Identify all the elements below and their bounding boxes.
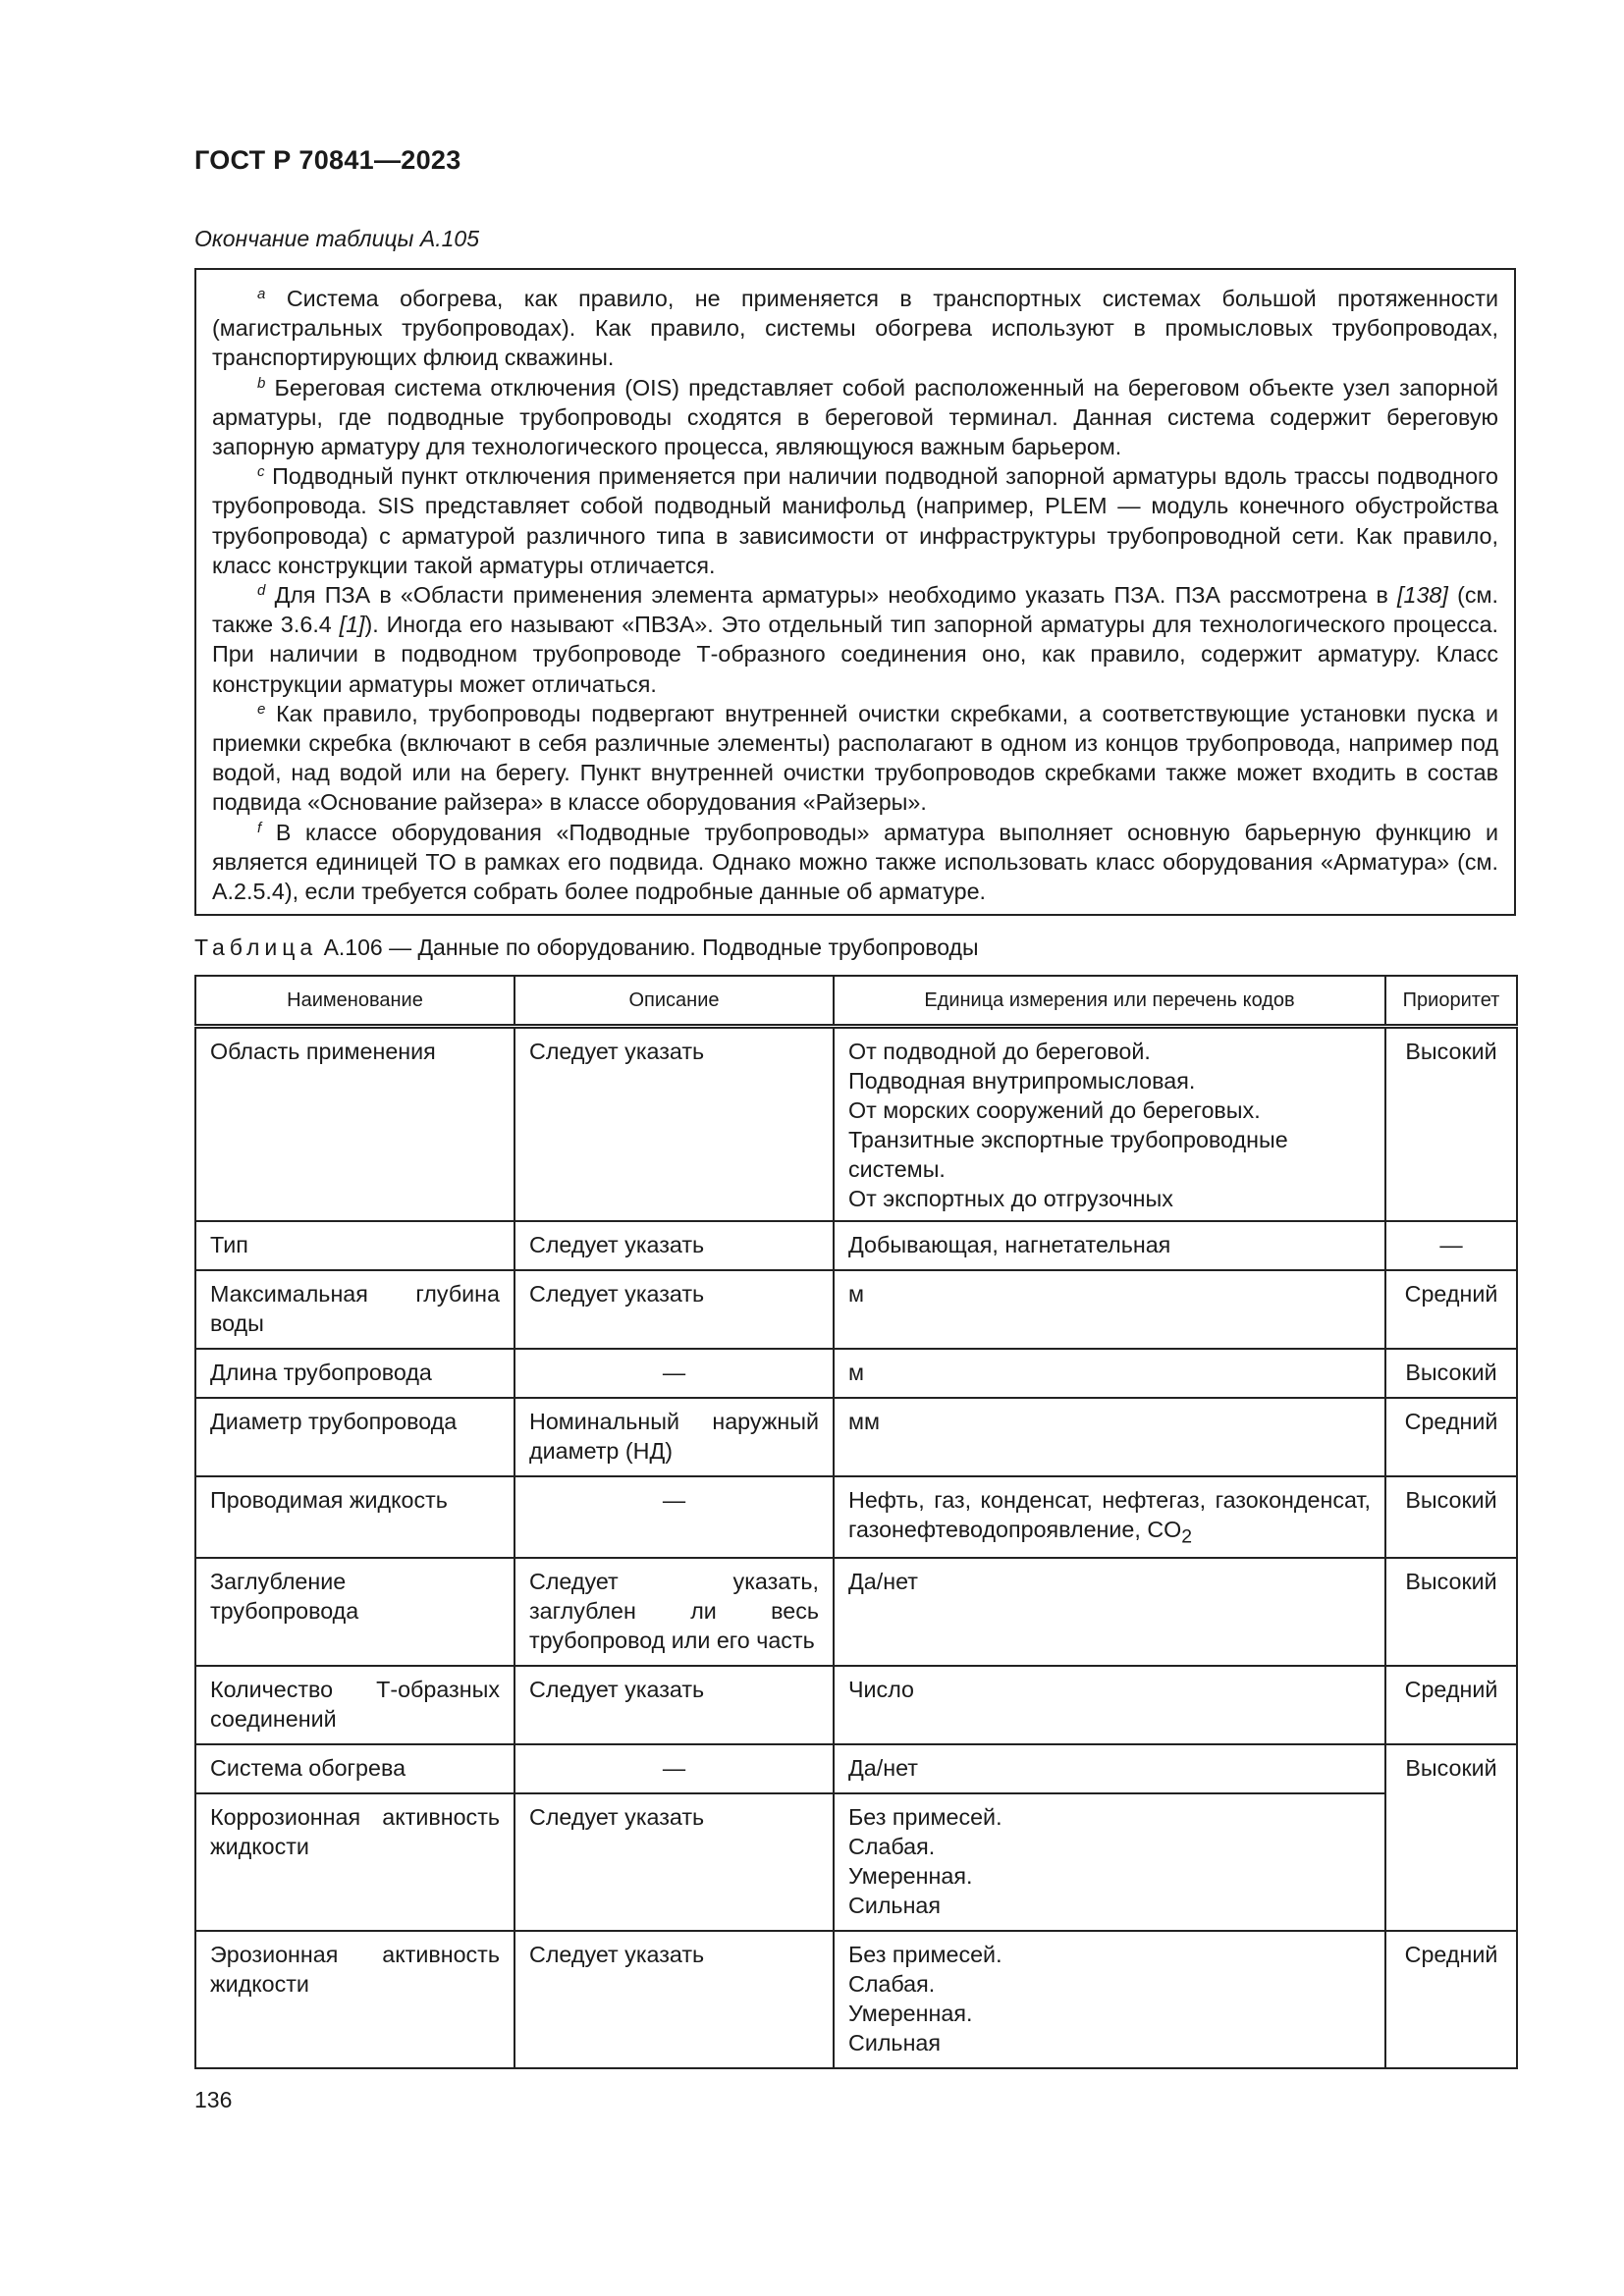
units-line: Без примесей. (848, 1804, 1002, 1831)
cell-priority: Высокий (1385, 1349, 1517, 1398)
units-line: Умеренная. (848, 1863, 973, 1890)
footnote-text: Для ПЗА в «Области применения элемента арматуры» необходимо указать ПЗА. ПЗА рассмотрена в (274, 582, 1398, 609)
cell-description: — (514, 1349, 834, 1398)
units-line: От экспортных до отгрузочных (848, 1186, 1173, 1211)
footnote-d (212, 580, 1498, 699)
cell-priority: Высокий (1385, 1476, 1517, 1559)
footnote-text: Подводный пункт отключения применяется при наличии подводной запорной арматуры вдоль трассы подводного трубопровода. SIS представляет собой подводный манифольд (например, PLEM — модуль конечного обустройства трубопровода) с арматурой различного типа в зависимости от инфраструктуры трубопроводной сети. Как правило, класс конструкции такой арматуры отличается. (212, 463, 1498, 578)
units-line: мм (848, 1408, 881, 1434)
footnote-text: ). Иногда его называют «ПВЗА». Это отдельный тип запорной арматуры для технологического процесса. При наличии в подводном трубопроводе Т-образного соединения оно, как правило, содержит арматуру. Класс конструкции арматуры может отличаться. (212, 612, 1499, 697)
footnote-mark: a (257, 286, 266, 302)
document-code: ГОСТ Р 70841—2023 (194, 145, 461, 175)
cell-name: Длина трубопровода (195, 1349, 514, 1398)
subscript: 2 (1181, 1525, 1193, 1548)
units-line: Да/нет (848, 1755, 918, 1782)
footnote-text: В классе оборудования «Подводные трубопроводы» арматура выполняет основную барьерную функцию и является единицей ТО в рамках его подвида. Однако можно также использовать класс оборудования «Арматура» (см. А.2.5.4), если требуется собрать более подробные данные об арматуре. (212, 819, 1498, 905)
units-text: Нефть, газ, конденсат, нефтегаз, газоконденсат, газонефтеводопроявление, CO (848, 1486, 1371, 1542)
cell-name: Количество Т-образных соединений (195, 1666, 514, 1744)
footnote-text: Как правило, трубопроводы подвергают внутренней очистки скребками, а соответствующие установки пуска и приемки скребка (включают в себя различные элементы) располагают в одном из концов трубопровода, например под водой, над водой или на берегу. Пункт внутренней очистки трубопроводов скребками также может входить в состав подвида «Основание райзера» в классе оборудования «Райзеры». (212, 700, 1498, 816)
cell-name: Максимальная глубина воды (195, 1270, 514, 1349)
footnote-mark: b (257, 374, 266, 392)
column-header-priority: Приоритет (1385, 976, 1517, 1027)
footnote-text: Система обогрева, как правило, не применяется в транспортных системах большой протяженности (магистральных трубопроводах). Как правило, системы обогрева используют в промысловых трубопроводах, транспортирующих флюид скважины. (212, 286, 1498, 371)
table-header-row (195, 976, 1517, 1027)
cell-name: Система обогрева (195, 1744, 514, 1793)
footnote-a (212, 284, 1498, 373)
table-row (195, 1221, 1517, 1270)
cell-name: Эрозионная активность жидкости (195, 1931, 514, 2068)
cell-description: — (514, 1744, 834, 1793)
reference-link: [1] (339, 612, 365, 638)
cell-description: Следует указать (514, 1270, 834, 1349)
cell-units (834, 1744, 1385, 1793)
footnote-mark: f (257, 819, 262, 836)
cell-name: Заглубление трубопровода (195, 1558, 514, 1666)
reference-link: [138] (1397, 582, 1448, 609)
table-row (195, 1476, 1517, 1559)
units-line: Умеренная. (848, 2001, 973, 2027)
footnote-e (212, 699, 1498, 818)
column-header-units: Единица измерения или перечень кодов (834, 976, 1385, 1027)
footnote-mark: d (257, 582, 266, 600)
table-row (195, 1558, 1517, 1666)
cell-priority: Высокий (1385, 1558, 1517, 1666)
table-row (195, 1349, 1517, 1398)
page-number: 136 (194, 2087, 233, 2112)
cell-description: Следует указать (514, 1027, 834, 1221)
column-header-name: Наименование (195, 976, 514, 1027)
footnote-mark: e (257, 700, 266, 718)
footnote-text: (см. также 3.6.4 (212, 582, 1498, 638)
units-line: м (848, 1280, 865, 1307)
cell-units (834, 1558, 1385, 1666)
table-row (195, 1793, 1517, 1931)
cell-priority: — (1385, 1221, 1517, 1270)
footnote-c (212, 461, 1498, 580)
table-row (195, 1744, 1517, 1793)
cell-name: Диаметр трубопровода (195, 1398, 514, 1476)
units-line: Сильная (848, 2030, 942, 2056)
cell-priority: Средний (1385, 1398, 1517, 1476)
units-line: Транзитные экспортные трубопроводные системы. (848, 1127, 1288, 1182)
cell-units (834, 1349, 1385, 1398)
units-line: Число (848, 1677, 915, 1703)
units-line: От подводной до береговой. (848, 1039, 1151, 1064)
cell-name: Коррозионная активность жидкости (195, 1793, 514, 1931)
column-header-description: Описание (514, 976, 834, 1027)
footnote-mark: c (257, 463, 265, 481)
units-line: Подводная внутрипромысловая. (848, 1068, 1196, 1094)
units-line: Слабая. (848, 1971, 936, 1998)
cell-description: Следует указать, заглублен ли весь трубопровод или его часть (514, 1558, 834, 1666)
cell-priority: Средний (1385, 1931, 1517, 2068)
units-line: Сильная (848, 1893, 942, 1919)
cell-description: Следует указать (514, 1931, 834, 2068)
units-line: Слабая. (848, 1834, 936, 1860)
units-line: От морских сооружений до береговых. (848, 1097, 1261, 1123)
table-row (195, 1666, 1517, 1744)
cell-description: Номинальный наружный диаметр (НД) (514, 1398, 834, 1476)
table-row (195, 1398, 1517, 1476)
cell-priority: Высокий (1385, 1744, 1517, 1931)
table-row (195, 1931, 1517, 2068)
table-footnotes (194, 268, 1516, 916)
footnote-text: Береговая система отключения (OIS) представляет собой расположенный на береговом объекте узел запорной арматуры, где подводные трубопроводы сходятся в береговой терминал. Данная система содержит береговую запорную арматуру для технологического процесса, являющуюся важным барьером. (212, 374, 1498, 460)
table-continuation-title: Окончание таблицы А.105 (194, 226, 479, 251)
table-caption-label: Таблица (194, 934, 318, 960)
cell-units (834, 1398, 1385, 1476)
table-row (195, 1027, 1517, 1221)
cell-priority: Средний (1385, 1666, 1517, 1744)
cell-name: Тип (195, 1221, 514, 1270)
cell-units (834, 1666, 1385, 1744)
cell-name: Область применения (195, 1027, 514, 1221)
cell-units (834, 1270, 1385, 1349)
cell-description: Следует указать (514, 1666, 834, 1744)
cell-name: Проводимая жидкость (195, 1476, 514, 1559)
cell-units (834, 1793, 1385, 1931)
table-caption-text: А.106 — Данные по оборудованию. Подводные трубопроводы (317, 934, 979, 960)
units-line: Без примесей. (848, 1942, 1002, 1968)
units-line: м (848, 1359, 865, 1385)
cell-priority: Средний (1385, 1270, 1517, 1349)
footnote-f (212, 818, 1498, 907)
footnote-b (212, 373, 1498, 462)
equipment-data-table (194, 975, 1518, 2069)
units-line: Да/нет (848, 1569, 918, 1595)
cell-description: Следует указать (514, 1221, 834, 1270)
units-line: Добывающая, нагнетательная (848, 1231, 1171, 1257)
cell-description: Следует указать (514, 1793, 834, 1931)
table-row (195, 1270, 1517, 1349)
cell-units (834, 1476, 1385, 1559)
cell-units (834, 1027, 1385, 1221)
cell-priority: Высокий (1385, 1027, 1517, 1221)
cell-units (834, 1931, 1385, 2068)
cell-units (834, 1221, 1385, 1270)
cell-description: — (514, 1476, 834, 1559)
table-caption (194, 934, 979, 961)
